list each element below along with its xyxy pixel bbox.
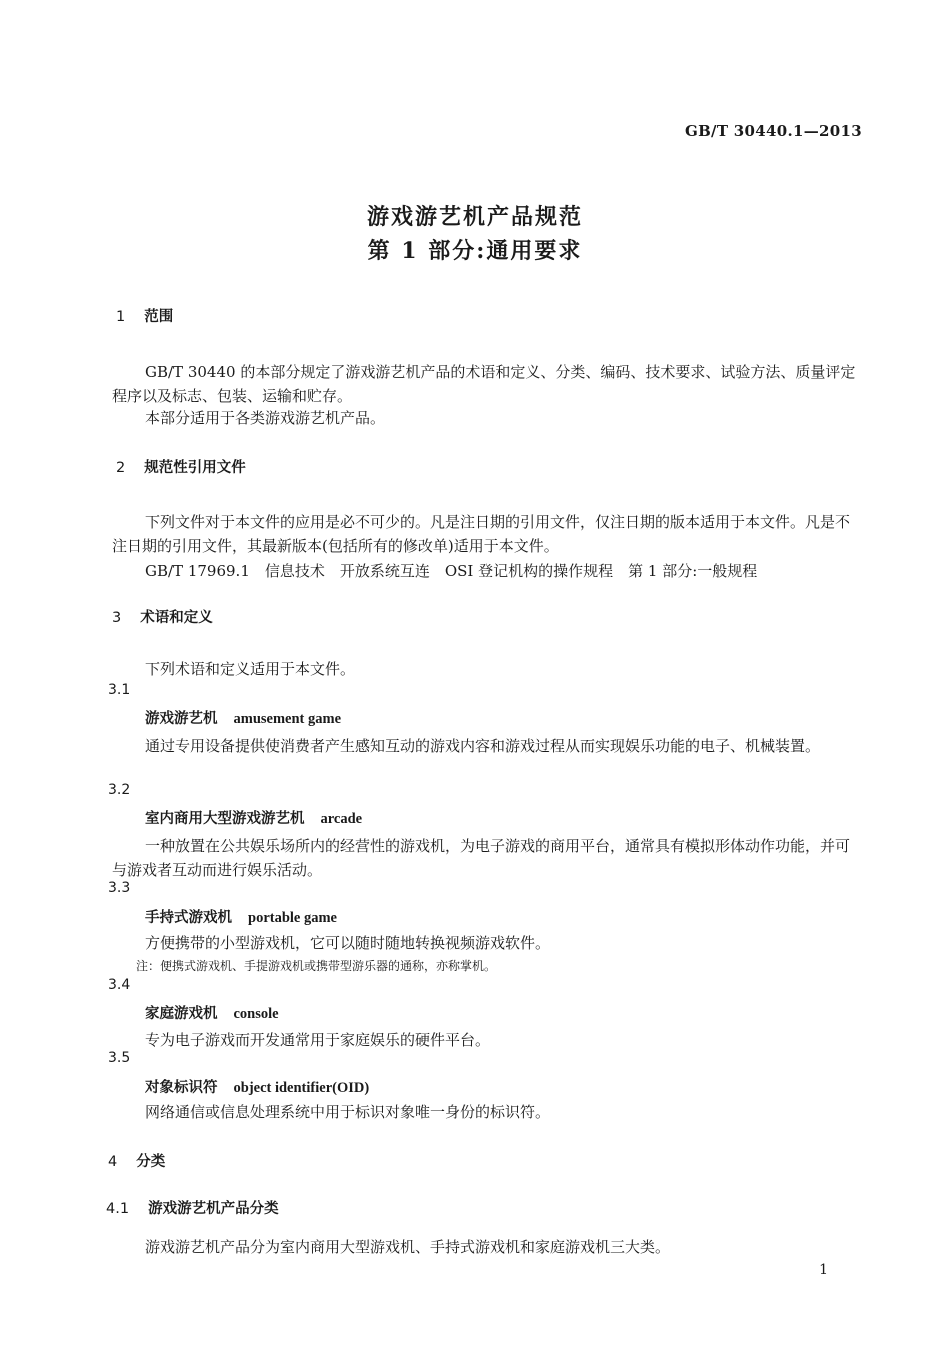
term-en: console bbox=[233, 1006, 279, 1022]
section-2-number: 2 bbox=[116, 460, 126, 476]
term-en: object identifier(OID) bbox=[233, 1080, 370, 1096]
term-en: portable game bbox=[248, 910, 337, 926]
standard-number: GB/T 30440.1—2013 bbox=[684, 122, 862, 140]
term-heading bbox=[145, 906, 337, 927]
section-1-number: 1 bbox=[116, 309, 126, 325]
term-zh: 对象标识符 bbox=[145, 1079, 218, 1096]
section-3-number: 3 bbox=[112, 610, 122, 626]
section-3-heading bbox=[112, 606, 213, 627]
term-zh: 家庭游戏机 bbox=[145, 1005, 218, 1022]
document-title-line1: 游戏游艺机产品规范 bbox=[366, 204, 583, 230]
section-1-heading bbox=[116, 305, 173, 326]
term-note: 注：便携式游戏机、手提游戏机或携带型游乐器的通称，亦称掌机。 bbox=[136, 959, 497, 973]
term-number: 3.5 bbox=[108, 1050, 131, 1066]
term-definition: 专为电子游戏而开发通常用于家庭娱乐的硬件平台。 bbox=[145, 1031, 491, 1049]
scope-paragraph-1: GB/T 30440 的本部分规定了游戏游艺机产品的术语和定义、分类、编码、技术要求、试验方法、质量评定程序以及标志、包装、运输和贮存。 bbox=[112, 363, 856, 405]
subsection-4-1-heading bbox=[106, 1197, 279, 1218]
term-heading bbox=[145, 1076, 369, 1097]
term-number: 3.1 bbox=[108, 682, 131, 698]
section-2-heading bbox=[116, 456, 246, 477]
term-heading bbox=[145, 707, 341, 728]
term-number: 3.4 bbox=[108, 977, 131, 993]
term-zh: 手持式游戏机 bbox=[145, 909, 232, 926]
subsection-4-1-number: 4.1 bbox=[106, 1201, 130, 1217]
section-4-number: 4 bbox=[108, 1154, 118, 1170]
section-4-title: 分类 bbox=[136, 1153, 166, 1170]
term-zh: 室内商用大型游戏游艺机 bbox=[145, 810, 305, 827]
term-definition: 网络通信或信息处理系统中用于标识对象唯一身份的标识符。 bbox=[145, 1103, 551, 1121]
page-number: 1 bbox=[819, 1262, 828, 1278]
term-zh: 游戏游艺机 bbox=[145, 710, 218, 727]
section-4-heading bbox=[108, 1150, 165, 1171]
term-number: 3.3 bbox=[108, 880, 131, 896]
classification-paragraph: 游戏游艺机产品分为室内商用大型游戏机、手持式游戏机和家庭游戏机三大类。 bbox=[145, 1238, 671, 1256]
section-1-title: 范围 bbox=[144, 308, 174, 325]
term-definition: 通过专用设备提供使消费者产生感知互动的游戏内容和游戏过程从而实现娱乐功能的电子、机械装置。 bbox=[145, 737, 821, 755]
term-definition: 一种放置在公共娱乐场所内的经营性的游戏机，为电子游戏的商用平台，通常具有模拟形体动作功能，并可与游戏者互动而进行娱乐活动。 bbox=[112, 837, 851, 879]
subsection-4-1-title: 游戏游艺机产品分类 bbox=[148, 1200, 279, 1217]
normative-paragraph: 下列文件对于本文件的应用是必不可少的。凡是注日期的引用文件，仅注日期的版本适用于本文件。凡是不注日期的引用文件，其最新版本(包括所有的修改单)适用于本文件。 bbox=[112, 513, 851, 555]
term-en: amusement game bbox=[233, 711, 342, 727]
normative-reference: GB/T 17969.1 信息技术 开放系统互连 OSI 登记机构的操作规程 第 1 部分:一般规程 bbox=[145, 562, 758, 580]
scope-paragraph-2: 本部分适用于各类游戏游艺机产品。 bbox=[145, 409, 386, 427]
section-3-title: 术语和定义 bbox=[140, 609, 213, 626]
term-definition: 方便携带的小型游戏机，它可以随时随地转换视频游戏软件。 bbox=[145, 934, 551, 952]
document-title-line2: 第 1 部分:通用要求 bbox=[367, 238, 583, 264]
term-number: 3.2 bbox=[108, 782, 131, 798]
term-heading bbox=[145, 1002, 279, 1023]
term-en: arcade bbox=[320, 811, 363, 827]
section-2-title: 规范性引用文件 bbox=[144, 459, 246, 476]
terms-intro: 下列术语和定义适用于本文件。 bbox=[145, 660, 356, 678]
term-heading bbox=[145, 807, 362, 828]
